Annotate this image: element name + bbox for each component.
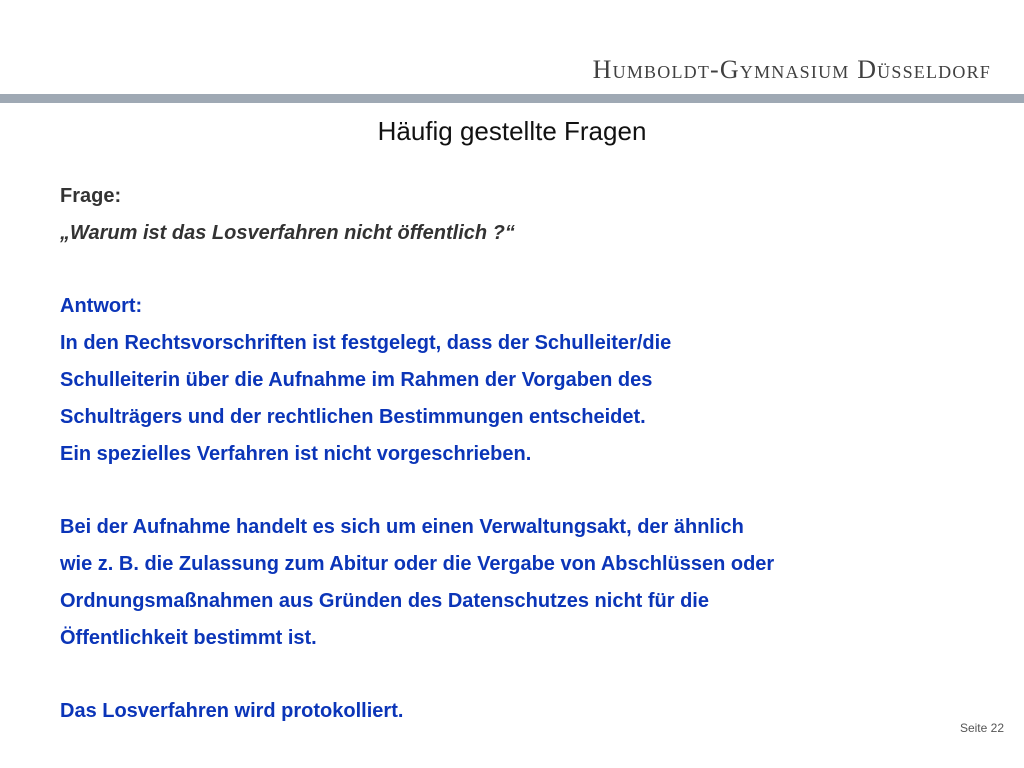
question-text: „Warum ist das Losverfahren nicht öffentlich ?“ xyxy=(60,221,515,244)
spacer xyxy=(60,472,1000,509)
answer-line: Schulträgers und der rechtlichen Bestimmungen entscheidet. xyxy=(60,405,646,428)
answer-line: Bei der Aufnahme handelt es sich um einen Verwaltungsakt, der ähnlich xyxy=(60,516,744,539)
answer-line: wie z. B. die Zulassung zum Abitur oder die Vergabe von Abschlüssen oder xyxy=(60,552,775,575)
page-number: Seite 22 xyxy=(959,721,1004,735)
answer-conclusion: Das Losverfahren wird protokolliert. xyxy=(60,700,404,723)
answer-label: Antwort: xyxy=(60,295,143,318)
answer-line: Öffentlichkeit bestimmt ist. xyxy=(60,626,317,649)
header-divider xyxy=(0,94,1024,103)
spacer xyxy=(60,252,1000,289)
answer-line: In den Rechtsvorschriften ist festgelegt, dass der Schulleiter/die xyxy=(60,332,672,355)
answer-line: Ordnungsmaßnahmen aus Gründen des Datenschutzes nicht für die xyxy=(60,589,709,612)
spacer xyxy=(60,656,1000,693)
question-label: Frage: xyxy=(60,185,122,207)
slide-title: Häufig gestellte Fragen xyxy=(377,116,647,146)
answer-line: Ein spezielles Verfahren ist nicht vorgeschrieben. xyxy=(60,442,532,465)
answer-line: Schulleiterin über die Aufnahme im Rahmen der Vorgaben des xyxy=(60,368,653,391)
slide-content xyxy=(60,178,1000,730)
school-name-header: Humboldt-Gymnasium Düsseldorf xyxy=(592,55,991,84)
